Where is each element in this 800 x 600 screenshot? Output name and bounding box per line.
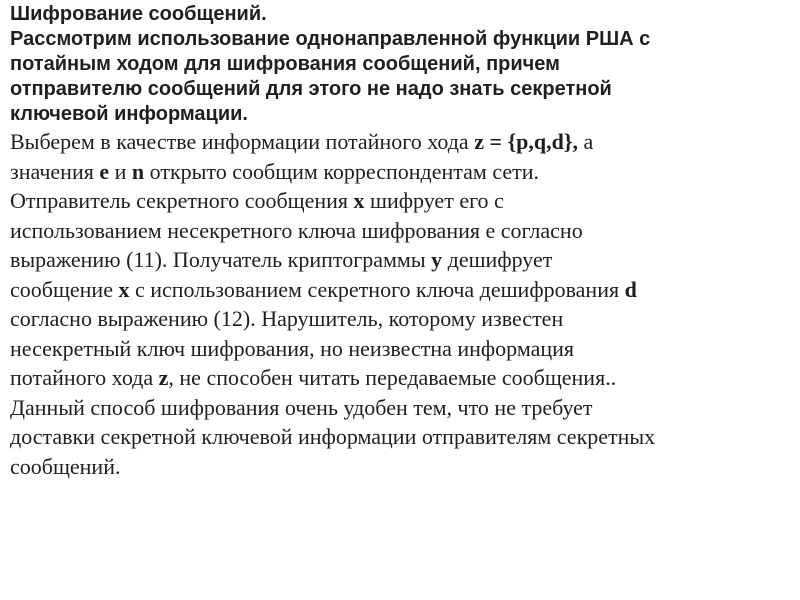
body-text: Отправитель секретного сообщения xyxy=(10,188,354,213)
heading-line: потайным ходом для шифрования сообщений, причем xyxy=(10,53,560,75)
var-y: y xyxy=(431,247,443,272)
slide-body xyxy=(10,127,790,481)
body-line: использованием несекретного ключа шифрования е согласно xyxy=(10,217,583,243)
body-text: дешифрует xyxy=(442,247,553,272)
body-text: Выберем в качестве информации потайного хода xyxy=(10,129,475,154)
body-line: доставки секретной ключевой информации отправителям секретных xyxy=(10,424,656,449)
var-d: d xyxy=(624,276,637,302)
slide-heading xyxy=(10,2,790,127)
body-line xyxy=(10,363,790,393)
var-x: x xyxy=(118,276,130,302)
heading-line: отправителю сообщений для этого не надо знать секретной xyxy=(10,78,612,100)
body-line: согласно выражению (12). Нарушитель, которому известен xyxy=(10,306,564,331)
body-line xyxy=(10,186,790,216)
body-line: несекретный ключ шифрования, но неизвестна информация xyxy=(10,335,575,361)
heading-line: Шифрование сообщений. xyxy=(10,3,267,25)
body-text: сообщение xyxy=(10,276,119,302)
body-text: выражению (11). Получатель криптограммы xyxy=(10,247,432,272)
body-line: сообщений. xyxy=(10,453,121,479)
var-e: e xyxy=(99,158,110,184)
body-text: и xyxy=(109,158,132,184)
body-text: потайного хода xyxy=(10,365,159,390)
body-line: Данный способ шифрования очень удобен тем, что не требует xyxy=(10,394,593,420)
body-text: , не способен читать передаваемые сообщения.. xyxy=(168,365,617,390)
body-line xyxy=(10,245,790,275)
body-line xyxy=(10,157,790,187)
body-text: с использованием секретного ключа дешифрования xyxy=(129,276,625,302)
var-x: x xyxy=(353,188,365,213)
var-n: n xyxy=(131,158,145,184)
body-text: открыто сообщим корреспондентам сети. xyxy=(144,158,540,184)
heading-line: Рассмотрим использование однонаправленной функции РША с xyxy=(10,28,651,50)
heading-line: ключевой информации. xyxy=(10,103,248,125)
body-text: значения xyxy=(10,158,100,184)
body-text: шифрует его с xyxy=(364,188,504,213)
trapdoor-formula: z = {p,q,d}, xyxy=(474,129,579,154)
body-text: а xyxy=(578,129,594,154)
body-line xyxy=(10,275,790,305)
var-z: z xyxy=(158,365,169,390)
body-line xyxy=(10,127,790,157)
